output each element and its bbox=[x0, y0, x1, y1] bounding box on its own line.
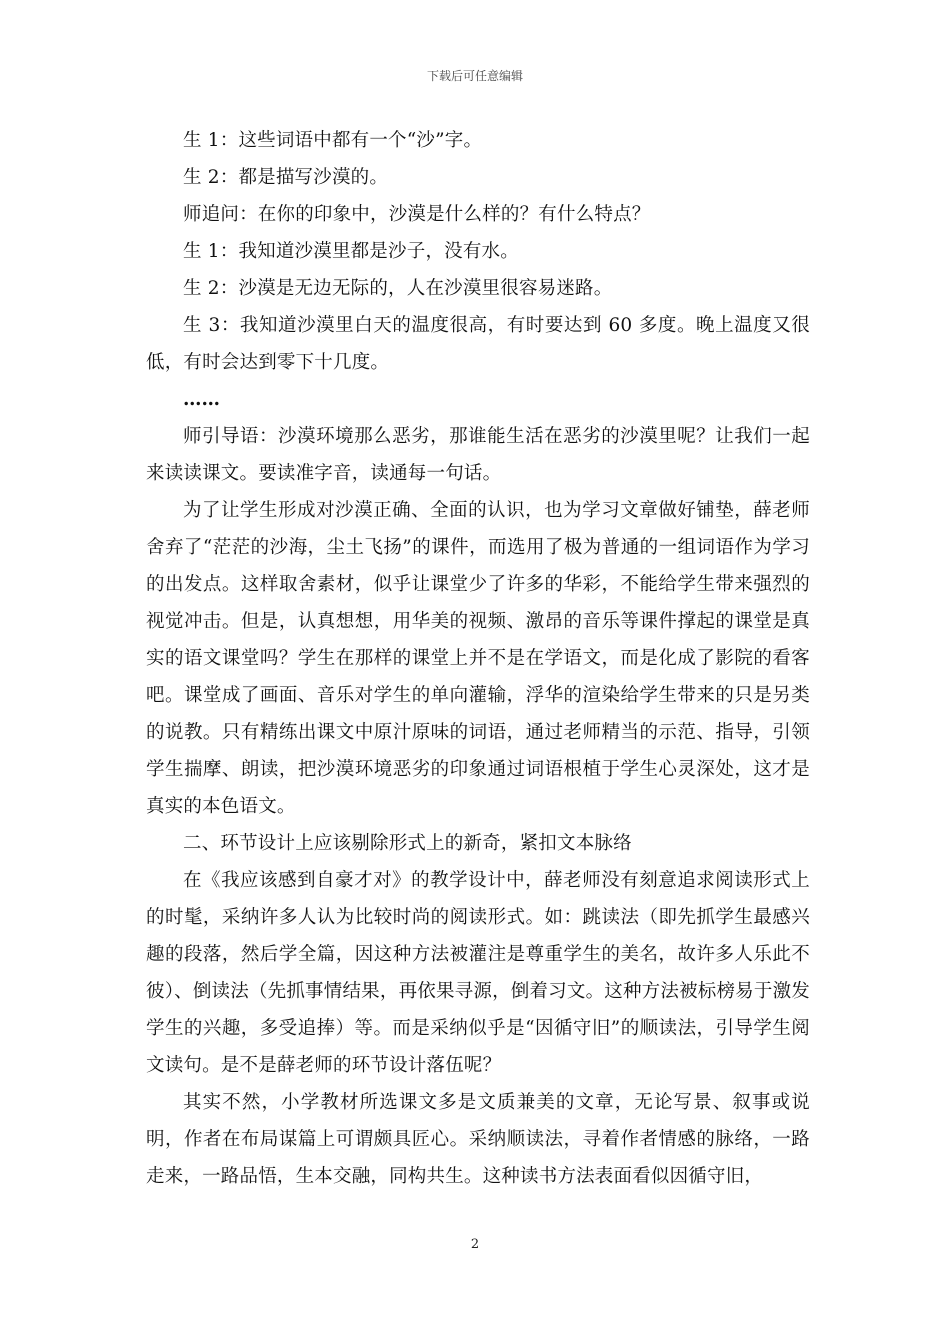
ellipsis: …… bbox=[183, 389, 220, 410]
dialogue-student-3-answer: 生 3：我知道沙漠里白天的温度很高，有时要达到 60 多度。晚上温度又很低，有时会达到零下十几度。 bbox=[146, 315, 810, 373]
section-heading: 二、环节设计上应该剔除形式上的新奇，紧扣文本脉络 bbox=[183, 833, 632, 854]
dialogue-student-2: 生 2：都是描写沙漠的。 bbox=[183, 167, 389, 188]
dialogue-student-1-answer: 生 1：我知道沙漠里都是沙子，没有水。 bbox=[183, 241, 519, 262]
conclusion-paragraph: 其实不然，小学教材所选课文多是文质兼美的文章，无论写景、叙事或说明，作者在布局谋篇上可谓颇具匠心。采纳顺读法，寻着作者情感的脉络，一路走来，一路品悟，生本交融，同构共生。这种读书方法表面看似因循守旧， bbox=[146, 1092, 810, 1187]
dialogue-student-2-answer: 生 2：沙漠是无边无际的，人在沙漠里很容易迷路。 bbox=[183, 278, 613, 299]
page-header-note: 下载后可任意编辑 bbox=[426, 69, 523, 83]
page-number: 2 bbox=[470, 1237, 480, 1252]
commentary-paragraph: 为了让学生形成对沙漠正确、全面的认识，也为学习文章做好铺垫，薛老师舍弃了“茫茫的沙海，尘土飞扬”的课件，而选用了极为普通的一组词语作为学习的出发点。这样取舍素材，似乎让课堂少了许多的华彩，不能给学生带来强烈的视觉冲击。但是，认真想想，用华美的视频、激昂的音乐等课件撑起的课堂是真实的语文课堂吗？学生在那样的课堂上并不是在学语文，而是化成了影院的看客吧。课堂成了画面、音乐对学生的单向灌输，浮华的渲染给学生带来的只是另类的说教。只有精练出课文中原汁原味的词语，通过老师精当的示范、指导，引领学生揣摩、朗读，把沙漠环境恶劣的印象通过词语根植于学生心灵深处，这才是真实的本色语文。 bbox=[146, 500, 810, 817]
document-body bbox=[146, 122, 810, 1195]
dialogue-student-1: 生 1：这些词语中都有一个“沙”字。 bbox=[183, 130, 483, 151]
dialogue-teacher-question: 师追问：在你的印象中，沙漠是什么样的？有什么特点？ bbox=[183, 204, 651, 225]
design-paragraph: 在《我应该感到自豪才对》的教学设计中，薛老师没有刻意追求阅读形式上的时髦，采纳许多人认为比较时尚的阅读形式。如：跳读法（即先抓学生最感兴趣的段落，然后学全篇，因这种方法被灌注是尊重学生的美名，故许多人乐此不彼）、倒读法（先抓事情结果，再依果寻源，倒着习文。这种方法被标榜易于激发学生的兴趣，多受追捧）等。而是采纳似乎是“因循守旧”的顺读法，引导学生阅文读句。是不是薛老师的环节设计落伍呢？ bbox=[146, 870, 810, 1076]
teacher-guidance: 师引导语：沙漠环境那么恶劣，那谁能生活在恶劣的沙漠里呢？让我们一起来读读课文。要读准字音，读通每一句话。 bbox=[146, 426, 810, 484]
